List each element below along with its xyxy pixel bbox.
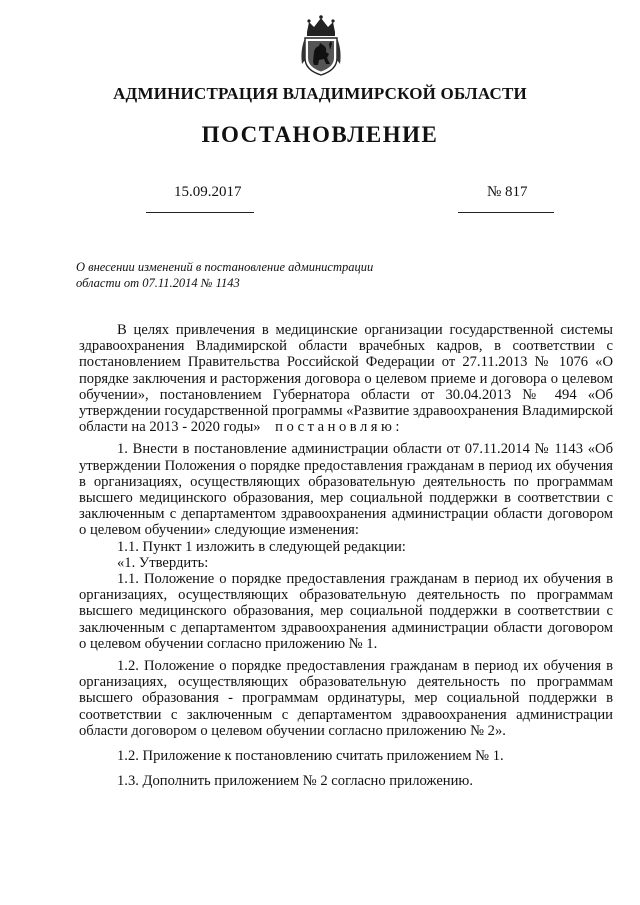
- subject-line-1: О внесении изменений в постановление администрации: [76, 260, 374, 274]
- number-underline: [458, 212, 554, 213]
- item-1-1-paragraph: 1.1. Пункт 1 изложить в следующей редакции:: [117, 538, 406, 555]
- document-type-title: ПОСТАНОВЛЕНИЕ: [201, 122, 439, 147]
- coat-of-arms-icon: [299, 14, 343, 76]
- organization-title: АДМИНИСТРАЦИЯ ВЛАДИМИРСКОЙ ОБЛАСТИ: [113, 84, 527, 103]
- document-subject: [76, 259, 406, 291]
- document-body: [79, 322, 613, 789]
- subject-line-2: области от 07.11.2014 № 1143: [76, 276, 240, 290]
- document-number: № 817: [487, 184, 528, 200]
- subitem-1-2-paragraph: 1.2. Положение о порядке предоставления гражданам в период их обучения в организациях, осуществляющих образовательную деятельность по программам высшего образования - программам ординатуры, мер социальной поддержки в соответствии с заключенным с департаментом здравоохранения администрации области договором о целевом обучении согласно приложению № 2».: [79, 658, 613, 739]
- resolves-word: постановляю:: [275, 419, 403, 436]
- item-1-3-paragraph: 1.3. Дополнить приложением № 2 согласно приложению.: [117, 773, 473, 790]
- subitem-1-1-paragraph: 1.1. Положение о порядке предоставления гражданам в период их обучения в организациях, осуществляющих образовательную деятельность по программам высшего медицинского образования, мер социальной поддержки в соответствии с заключенным с департаментом здравоохранения администрации области договором о целевом обучении согласно приложению № 1.: [79, 571, 613, 652]
- approve-paragraph: «1. Утвердить:: [117, 554, 209, 571]
- item-1-paragraph: 1. Внести в постановление администрации области от 07.11.2014 № 1143 «Об утверждении Положения о порядке предоставления гражданам в период их обучения в организациях, осуществляющих образовательную деятельность по программам высшего медицинского образования, мер социальной поддержки в соответствии с заключенным с департаментом здравоохранения администрации области договором о целевом обучении» следующие изменения:: [79, 441, 613, 539]
- date-underline: [146, 212, 254, 213]
- document-date: 15.09.2017: [174, 184, 242, 200]
- preamble-text: В целях привлечения в медицинские организации государственной системы здравоохранения Владимирской области врачебных кадров, в соответствии с постановлением Правительства Российской Федерации от 27.11.2013 № 1076 «О порядке заключения и расторжения договора о целевом приеме и договора о целевом обучении», постановлением Губернатора области от 30.04.2013 № 494 «Об утверждении государственной программы «Развитие здравоохранения Владимирской области на 2013 - 2020 годы»: [79, 322, 613, 436]
- item-1-2-paragraph: 1.2. Приложение к постановлению считать приложением № 1.: [117, 748, 504, 765]
- preamble-paragraph: [79, 322, 613, 435]
